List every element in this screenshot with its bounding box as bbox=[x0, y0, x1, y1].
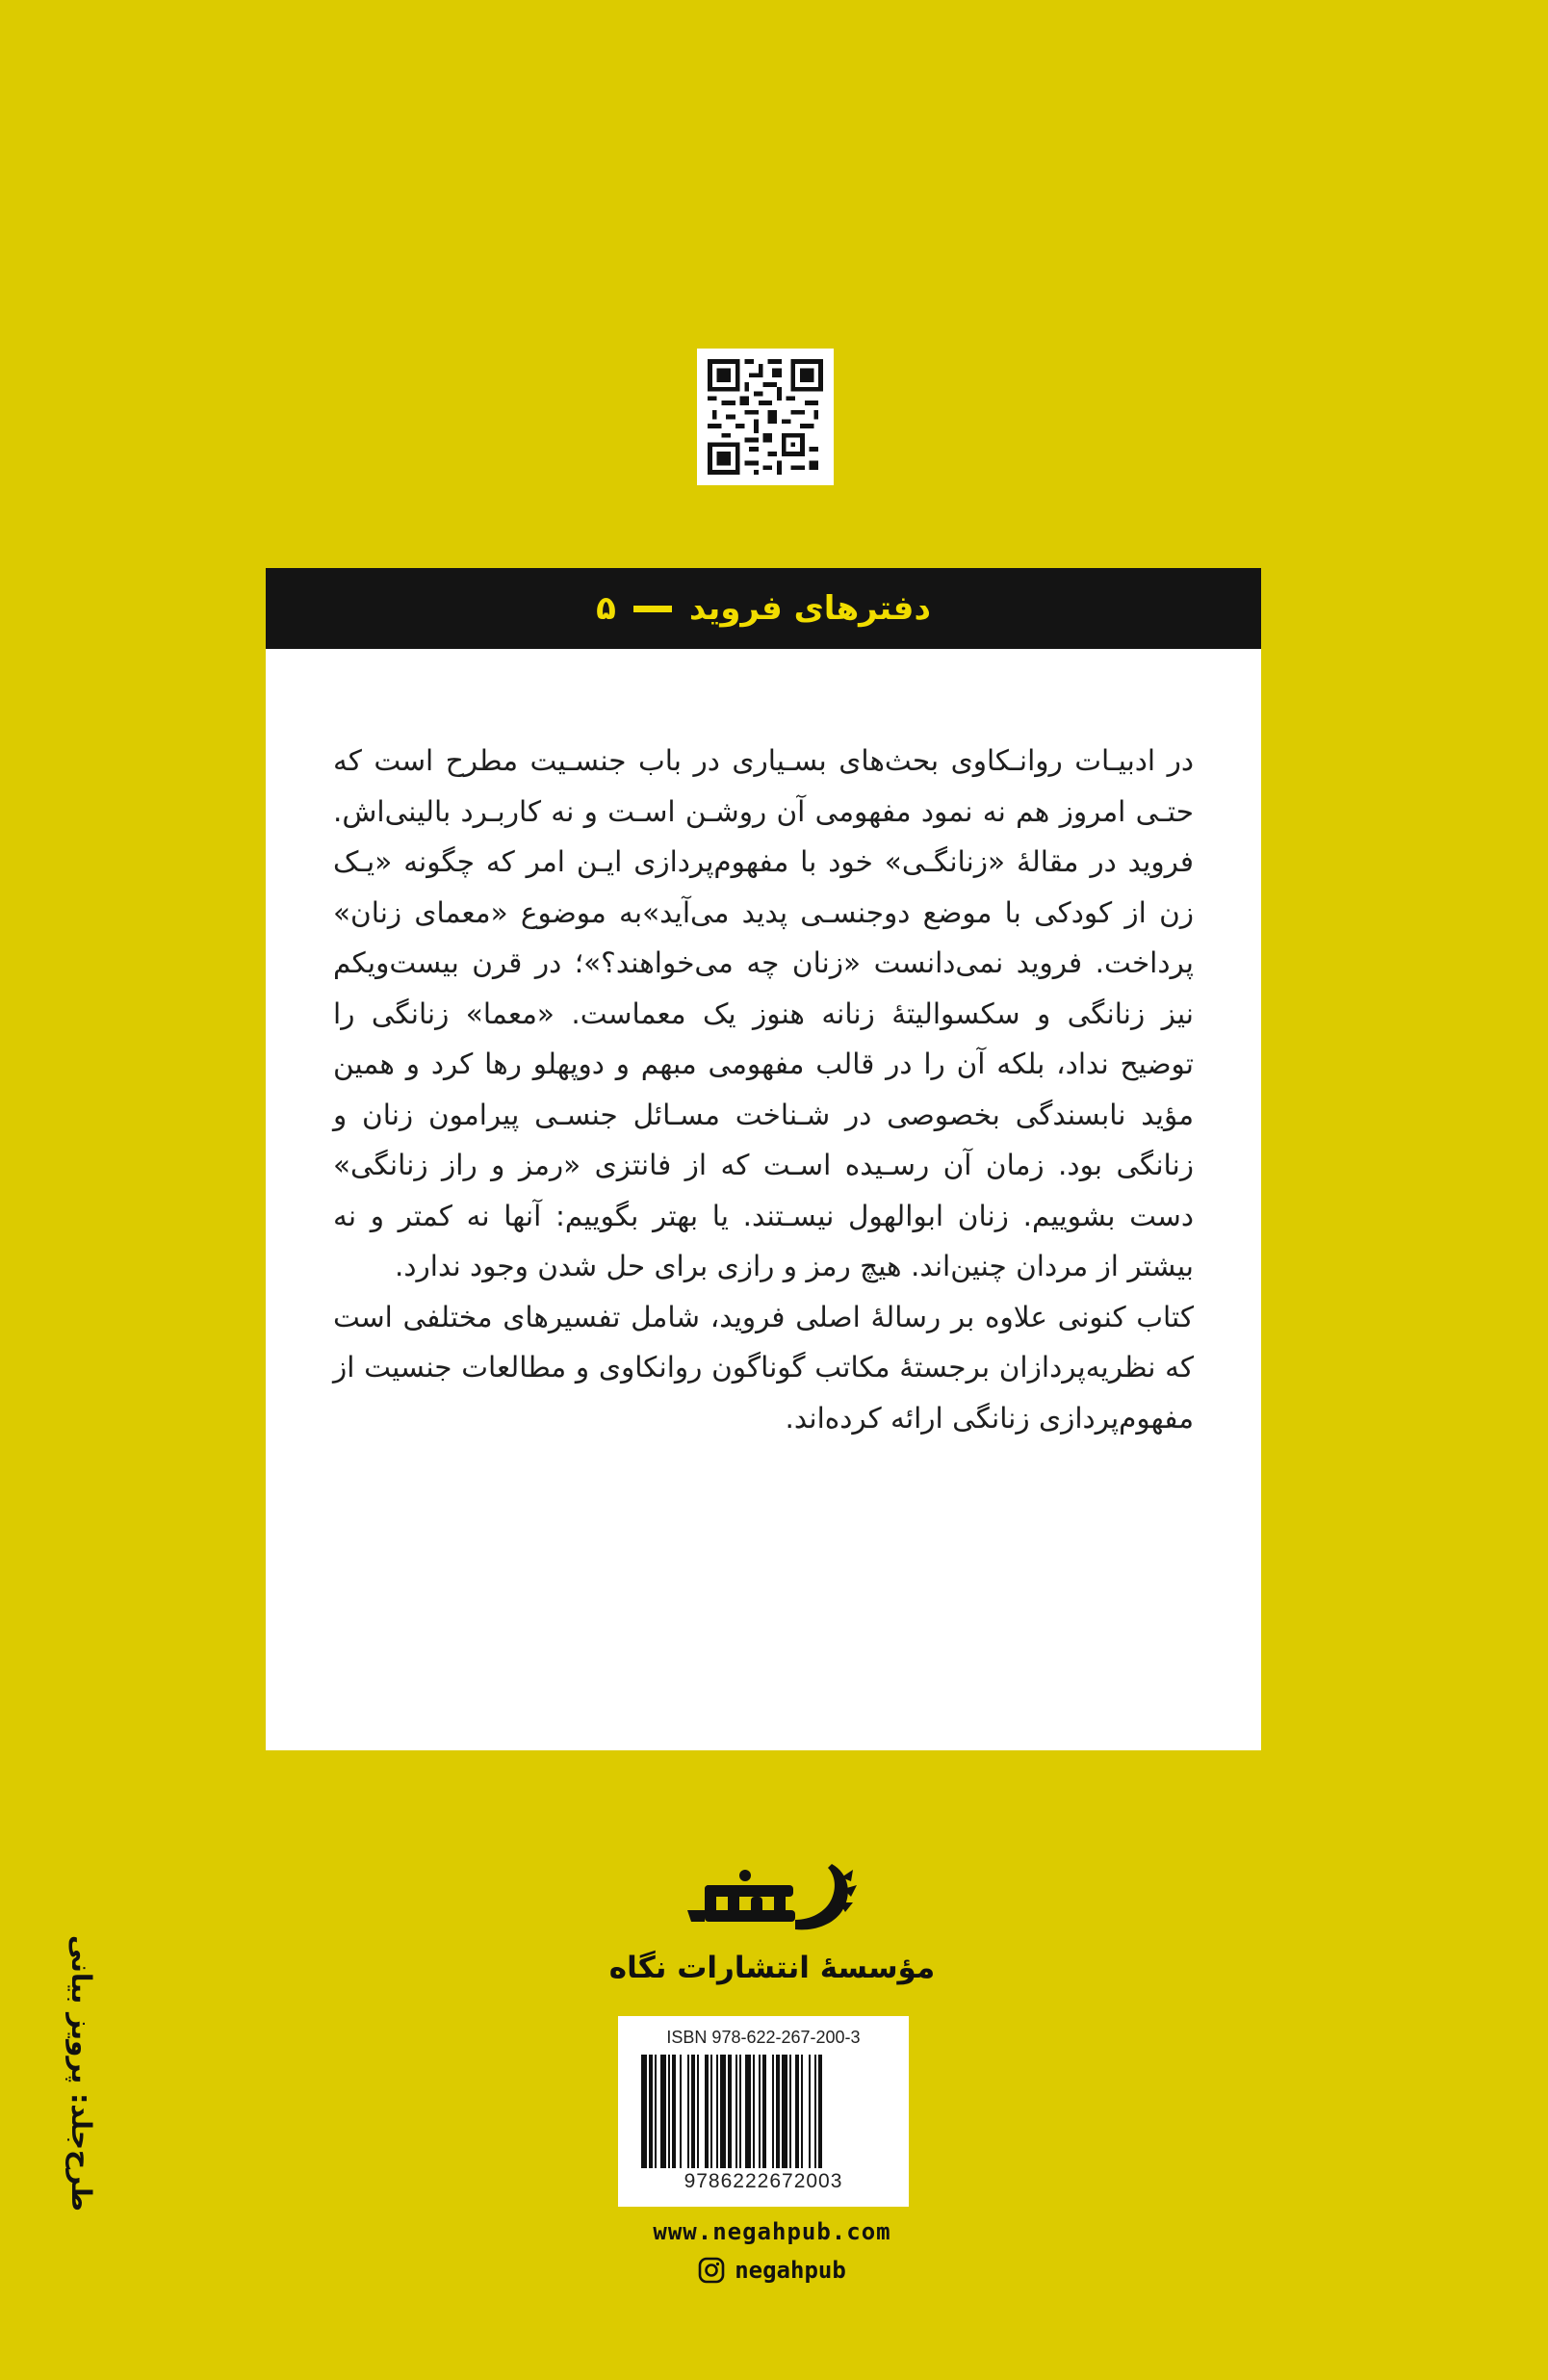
barcode-block bbox=[618, 2016, 909, 2207]
series-dash bbox=[633, 606, 672, 612]
blurb-paragraph-1: در ادبیـات روانـکاوی بحث‌های بسـیاری در باب جنسـیت مطرح است که حتـی امروز هم نه نمود مفهومی آن روشـن اسـت و نه کاربـرد بالینی‌اش. فروید در مقالهٔ «زنانگـی» خود با مفهوم‌پردازی ایـن امر که چگونه «یـک زن از کودکی با موضع دوجنسـی پدید می‌آید»به موضوع «معمای زنان» پرداخت. فروید نمی‌دانست «زنان چه می‌خواهند؟»؛ در قرن بیست‌ویکم نیز زنانگی و سکسوالیتهٔ زنانه هنوز یک معماست. «معما» زنانگی را توضیح نداد، بلکه آن را در قالب مفهومی مبهم و دوپهلو رها کرد و همین مؤید نابسندگی بخصوصی در شـناخت مسـائل جنسـی پیرامون زنان و زنانگی بود. زمان آن رسـیده اسـت که از فانتزی «رمز و راز زنانگی» دست بشوییم. زنان ابوالهول نیسـتند. یا بهتر بگوییم: آنها نه کمتر و نه بیشتر از مردان چنین‌اند. هیچ رمز و رازی برای حل شدن وجود ندارد. bbox=[333, 744, 1194, 1282]
negah-logo-icon bbox=[687, 1856, 857, 1941]
instagram-handle: negahpub bbox=[735, 2257, 846, 2284]
series-label: دفترهای فروید bbox=[688, 589, 931, 628]
instagram-icon bbox=[698, 2257, 725, 2284]
isbn-label: ISBN 978-622-267-200-3 bbox=[666, 2028, 861, 2047]
barcode-bars bbox=[639, 2055, 888, 2168]
series-number: ۵ bbox=[596, 589, 616, 628]
publisher-name: مؤسسهٔ انتشارات نگاه bbox=[608, 1951, 936, 1985]
qr-code-icon bbox=[708, 359, 823, 475]
series-title-bar bbox=[266, 568, 1261, 649]
barcode-digits: 9786222672003 bbox=[684, 2170, 843, 2192]
blurb-panel bbox=[266, 649, 1261, 1750]
instagram-link[interactable] bbox=[520, 2257, 1024, 2284]
designer-credit: طرح‌جلد: پرویز بیانی bbox=[65, 1935, 97, 2212]
blurb-text bbox=[333, 736, 1194, 1443]
blurb-paragraph-2: کتاب کنونی علاوه بر رسالهٔ اصلی فروید، شامل تفسیرهای مختلفی است که نظریه‌پردازان برجستهٔ مکاتب گوناگون روانکاوی و مطالعات جنسیت از مفهوم‌پردازی زنانگی ارائه کرده‌اند. bbox=[333, 1300, 1194, 1435]
qr-code bbox=[697, 349, 834, 485]
website-link[interactable]: www.negahpub.com bbox=[653, 2218, 891, 2245]
